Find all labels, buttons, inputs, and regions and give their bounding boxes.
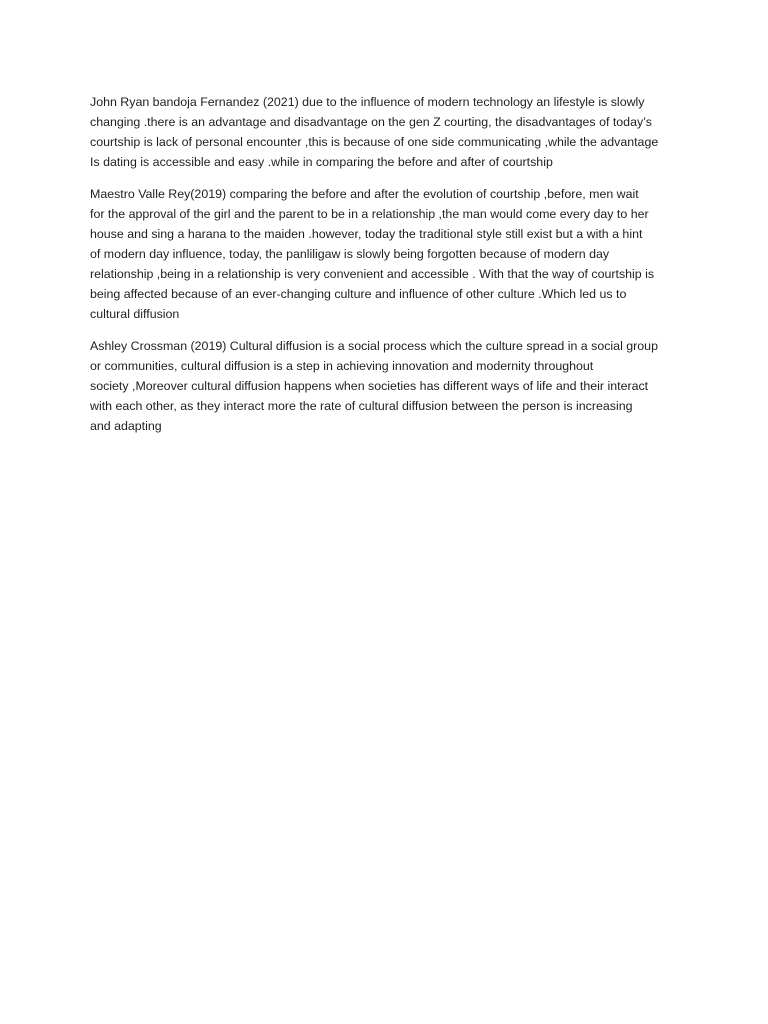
text-line: being affected because of an ever-changing culture and influence of other culture .Which led us to bbox=[90, 287, 627, 301]
text-line: John Ryan bandoja Fernandez (2021) due to the influence of modern technology an lifestyle is slowly bbox=[90, 95, 645, 109]
text-line: Is dating is accessible and easy .while in comparing the before and after of courtship bbox=[90, 155, 553, 169]
text-line: changing .there is an advantage and disadvantage on the gen Z courting, the disadvantages of today’s bbox=[90, 115, 652, 129]
text-line: or communities, cultural diffusion is a step in achieving innovation and modernity throughout bbox=[90, 359, 594, 373]
paragraph-fernandez bbox=[90, 92, 680, 172]
text-line: and adapting bbox=[90, 419, 162, 433]
text-line: cultural diffusion bbox=[90, 307, 180, 321]
paragraph-crossman bbox=[90, 336, 680, 436]
text-line: courtship is lack of personal encounter ,this is because of one side communicating ,while the advantage bbox=[90, 135, 659, 149]
text-line: for the approval of the girl and the parent to be in a relationship ,the man would come every day to her bbox=[90, 207, 649, 221]
paragraph-valle-rey bbox=[90, 184, 680, 324]
text-line: Maestro Valle Rey(2019) comparing the before and after the evolution of courtship ,before, men wait bbox=[90, 187, 639, 201]
text-line: house and sing a harana to the maiden .however, today the traditional style still exist but a with a hint bbox=[90, 227, 643, 241]
document-page bbox=[90, 92, 680, 448]
text-line: with each other, as they interact more the rate of cultural diffusion between the person is increasing bbox=[90, 399, 633, 413]
text-line: relationship ,being in a relationship is very convenient and accessible . With that the way of courtship is bbox=[90, 267, 655, 281]
text-line: Ashley Crossman (2019) Cultural diffusion is a social process which the culture spread in a social group bbox=[90, 339, 658, 353]
text-line: of modern day influence, today, the panliligaw is slowly being forgotten because of modern day bbox=[90, 247, 610, 261]
text-line: society ,Moreover cultural diffusion happens when societies has different ways of life and their interact bbox=[90, 379, 649, 393]
